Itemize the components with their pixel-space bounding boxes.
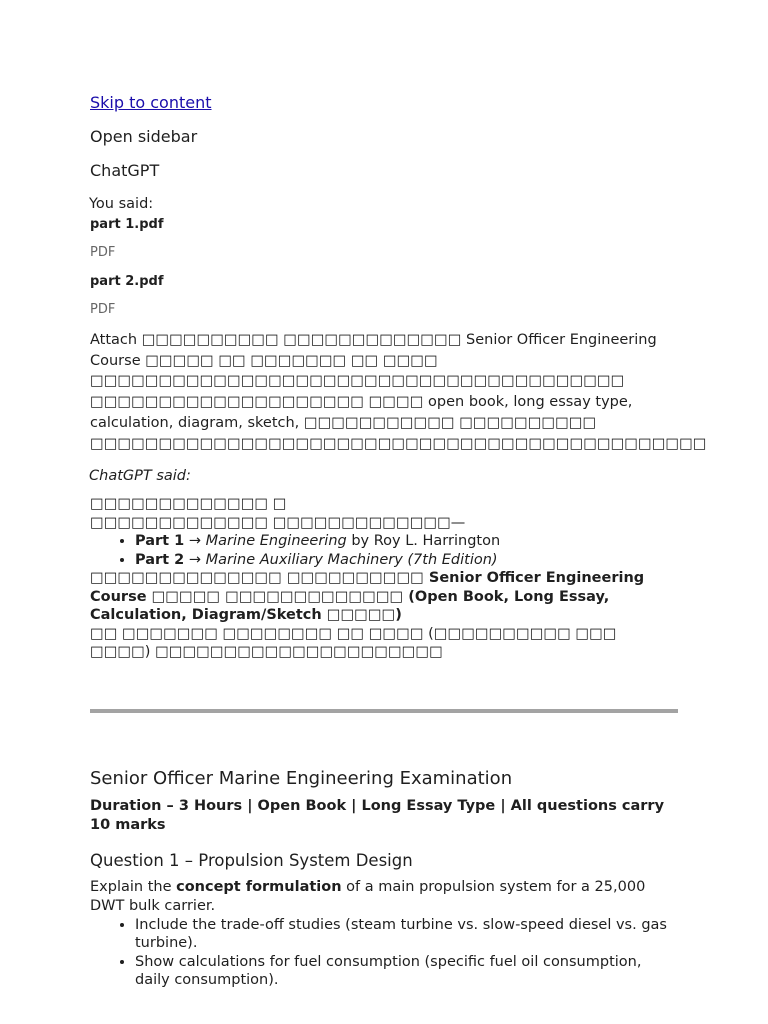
intro-suffix: of a main propulsion system for a 25,000 DWT bulk carrier.	[90, 878, 646, 914]
attachment-type: PDF	[90, 245, 116, 260]
app-title[interactable]: ChatGPT	[90, 161, 160, 180]
attachment-type: PDF	[90, 302, 116, 317]
arrow: →	[184, 551, 206, 568]
book-title: Marine Auxiliary Machinery (7th Edition)	[205, 551, 498, 568]
reply-line-prefix: □□□□□□□□□□□□□□ □□□□□□□□□□	[90, 570, 429, 587]
reply-line: □□□□□□□□□□□□□ □	[90, 496, 287, 513]
attachment[interactable]	[90, 273, 678, 319]
attachment-name[interactable]: part 1.pdf	[90, 217, 164, 232]
attachment[interactable]	[90, 216, 678, 262]
reply-line	[90, 569, 678, 625]
user-turn-label: You said:	[89, 196, 154, 212]
intro-prefix: Explain the	[90, 878, 177, 895]
reply-line: □□ □□□□□□□ □□□□□□□□ □□ □□□□ (□□□□□□□□□□ □□□ □□□□) □□□□□□□□□□□□□□□□□□□□□	[90, 625, 617, 661]
intro-emphasis: concept formulation	[176, 878, 342, 895]
book-title: Marine Engineering	[205, 533, 347, 550]
list-item	[135, 551, 678, 570]
question-body	[90, 878, 678, 990]
open-sidebar-button[interactable]: Open sidebar	[90, 127, 198, 146]
book-author: by Roy L. Harrington	[346, 533, 501, 550]
list-item: • Show calculations for fuel consumption (specific fuel oil consumption, daily consumption).	[135, 953, 678, 990]
chat-page	[89, 92, 707, 990]
part-label: Part 1	[135, 533, 185, 550]
reply-line-emphasis: Senior Officer Engineering Course □□□□□ □□□□□□□□□□□□□ (Open Book, Long Essay, Calculation, Diagram/Sketch □□□□□)	[90, 570, 645, 624]
reply-line: □□□□□□□□□□□□□ □□□□□□□□□□□□□—	[90, 514, 466, 531]
list-item: • Include the trade-off studies (steam turbine vs. slow-speed diesel vs. gas turbine).	[135, 916, 678, 953]
skip-to-content-link[interactable]: Skip to content	[90, 93, 212, 112]
user-message: Attach □□□□□□□□□□ □□□□□□□□□□□□□ Senior Officer Engineering Course □□□□□ □□ □□□□□□□ □□ □□□□ □□□□□□□□□□□□□□□□□□□□□□□□□□□□□□□□□□□□□□□ □□□□□□□□□□□□□□□□□□□□ □□□□ open book, long essay type, calculation, diagram, sketch, □□□□□□□□□□□ □□□□□□□□□□ □□□□□□□□□□□□□□□□□□□□□□□□□□□□□□□□□□□□□□□□□□□□□	[90, 332, 707, 452]
arrow: →	[184, 533, 206, 550]
list-item	[135, 532, 678, 551]
question-title: Question 1 – Propulsion System Design	[90, 850, 413, 870]
horizontal-divider	[90, 709, 678, 713]
assistant-message	[90, 495, 678, 662]
reply-list	[90, 532, 678, 569]
question-list	[90, 916, 678, 990]
assistant-turn-label: ChatGPT said:	[89, 468, 191, 485]
question-intro	[90, 878, 678, 916]
attachment-name[interactable]: part 2.pdf	[90, 274, 164, 289]
part-label: Part 2	[135, 551, 185, 568]
exam-title: Senior Officer Marine Engineering Examination	[90, 767, 513, 789]
exam-meta: Duration – 3 Hours | Open Book | Long Essay Type | All questions carry 10 marks	[90, 797, 665, 833]
